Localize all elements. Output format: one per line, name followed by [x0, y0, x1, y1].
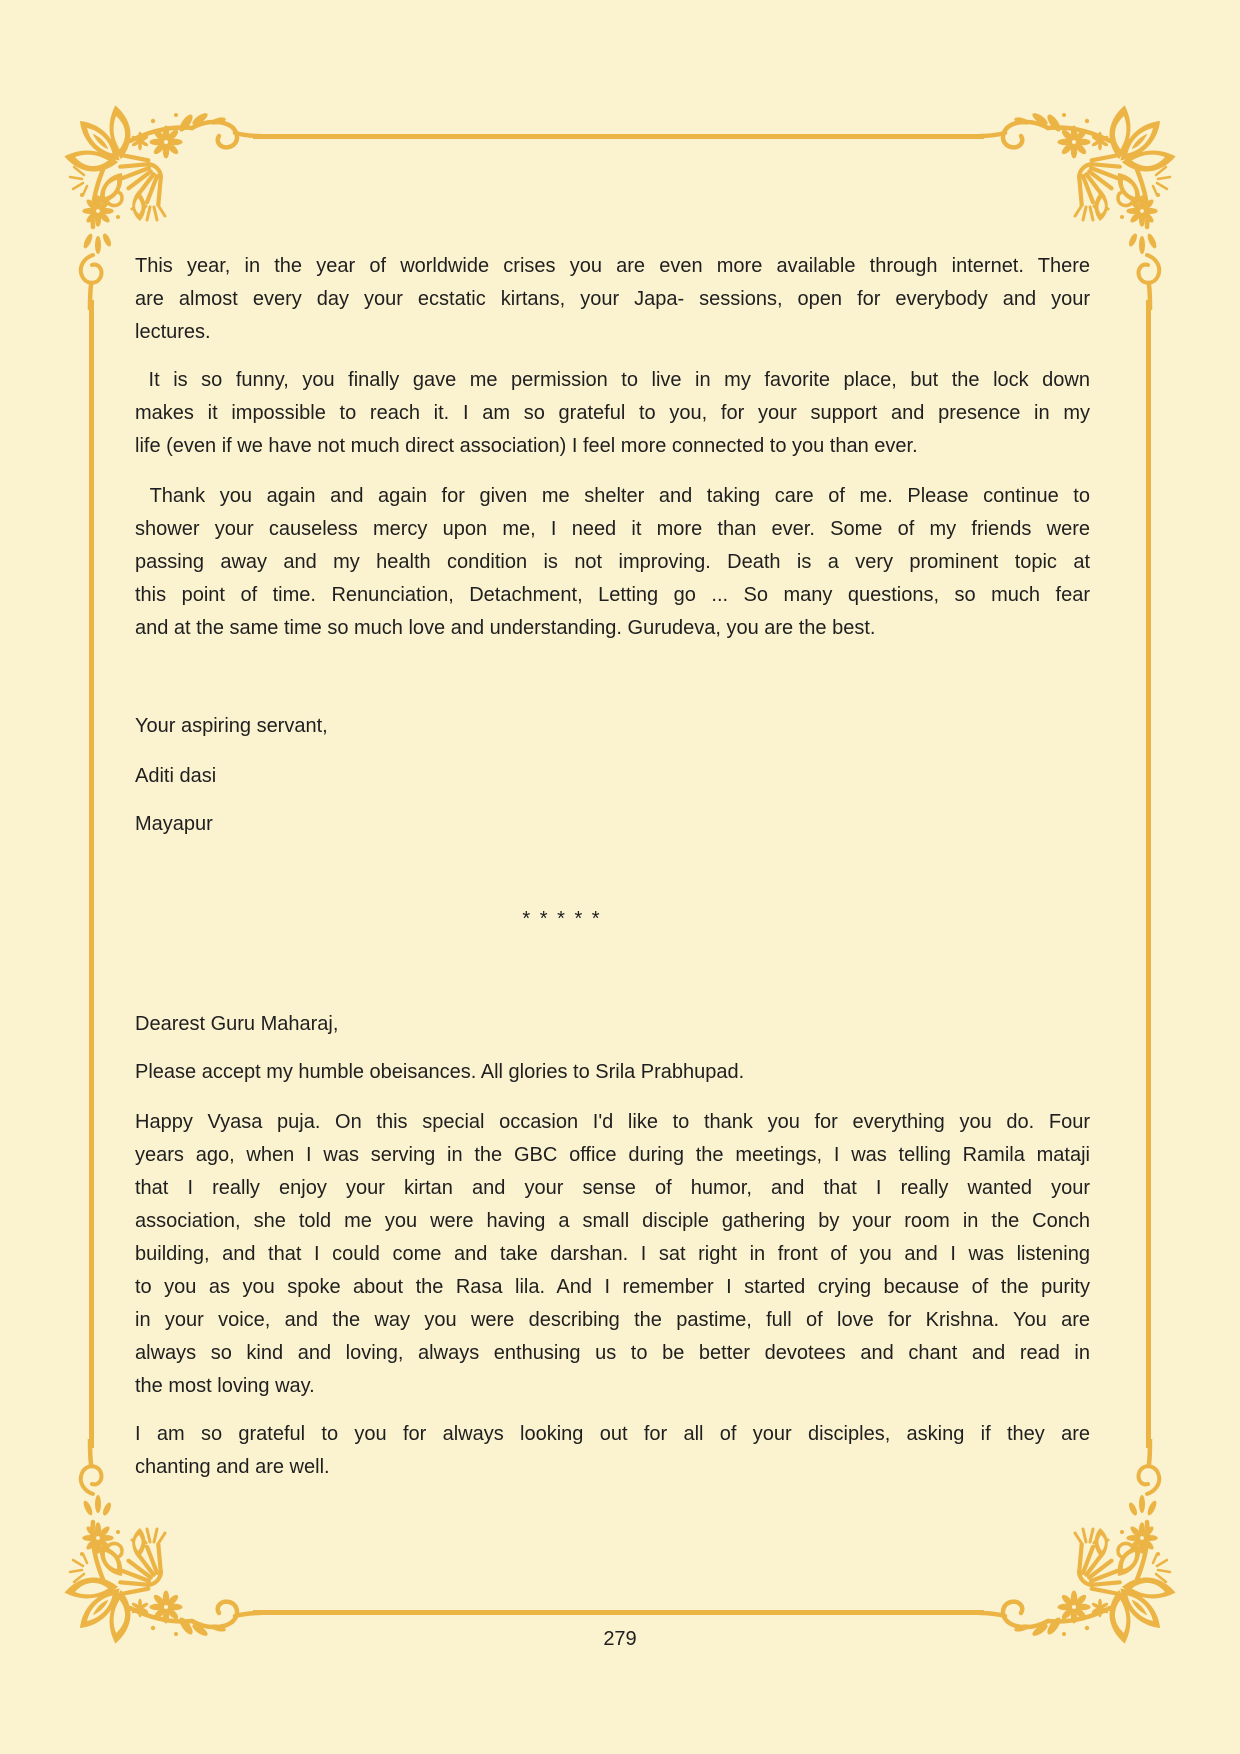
- paragraph-line: association, she told me you were having a small disciple gathering by your room in the Conch: [135, 1210, 1090, 1232]
- paragraph-line: this point of time. Renunciation, Detachment, Letting go ... So many questions, so much fear: [135, 584, 1090, 606]
- paragraph-line: chanting and are well.: [135, 1456, 330, 1478]
- paragraph-line: makes it impossible to reach it. I am so grateful to you, for your support and presence in my: [135, 402, 1090, 424]
- paragraph-line: years ago, when I was serving in the GBC office during the meetings, I was telling Ramila mataji: [135, 1144, 1090, 1166]
- paragraph: [135, 480, 1090, 645]
- paragraph: [135, 1418, 1090, 1484]
- signature-valediction: Your aspiring servant,: [135, 715, 328, 737]
- paragraph-line: to you as you spoke about the Rasa lila. And I remember I started crying because of the purity: [135, 1276, 1090, 1298]
- border-line-top: [253, 134, 984, 139]
- asterisk-separator: * * * * *: [522, 908, 602, 930]
- border-line-right: [1146, 300, 1151, 1448]
- paragraph-line: life (even if we have not much direct association) I feel more connected to you than ever.: [135, 435, 918, 457]
- letter-body: [135, 250, 1090, 1484]
- paragraph-line: passing away and my health condition is not improving. Death is a very prominent topic at: [135, 551, 1090, 573]
- paragraph-line: It is so funny, you finally gave me permission to live in my favorite place, but the lock down: [135, 369, 1090, 391]
- paragraph-line: that I really enjoy your kirtan and your sense of humor, and that I really wanted your: [135, 1177, 1090, 1199]
- paragraph-line: lectures.: [135, 321, 211, 343]
- border-line-bottom: [253, 1610, 984, 1615]
- paragraph: [135, 250, 1090, 349]
- signature-name: Aditi dasi: [135, 765, 217, 787]
- obeisances-line: Please accept my humble obeisances. All glories to Srila Prabhupad.: [135, 1061, 745, 1083]
- signature-place: Mayapur: [135, 813, 213, 835]
- paragraph-line: and at the same time so much love and understanding. Gurudeva, you are the best.: [135, 617, 876, 639]
- paragraph-line: in your voice, and the way you were describing the pastime, full of love for Krishna. You are: [135, 1309, 1090, 1331]
- paragraph-line: the most loving way.: [135, 1375, 315, 1397]
- salutation: Dearest Guru Maharaj,: [135, 1013, 339, 1035]
- paragraph-line: Thank you again and again for given me shelter and taking care of me. Please continue to: [135, 485, 1090, 507]
- paragraph-line: Happy Vyasa puja. On this special occasion I'd like to thank you for everything you do. Four: [135, 1111, 1090, 1133]
- border-line-left: [89, 300, 94, 1448]
- paragraph-line: I am so grateful to you for always looking out for all of your disciples, asking if they are: [135, 1423, 1090, 1445]
- paragraph-line: are almost every day your ecstatic kirtans, your Japa- sessions, open for everybody and your: [135, 288, 1090, 310]
- paragraph-line: This year, in the year of worldwide crises you are even more available through internet. There: [135, 255, 1090, 277]
- paragraph-line: shower your causeless mercy upon me, I need it more than ever. Some of my friends were: [135, 518, 1090, 540]
- paragraph-line: building, and that I could come and take darshan. I sat right in front of you and I was listening: [135, 1243, 1090, 1265]
- paragraph: [135, 364, 1090, 463]
- paragraph-line: always so kind and loving, always enthusing us to be better devotees and chant and read in: [135, 1342, 1090, 1364]
- paragraph: [135, 1106, 1090, 1403]
- page-number: 279: [603, 1628, 637, 1650]
